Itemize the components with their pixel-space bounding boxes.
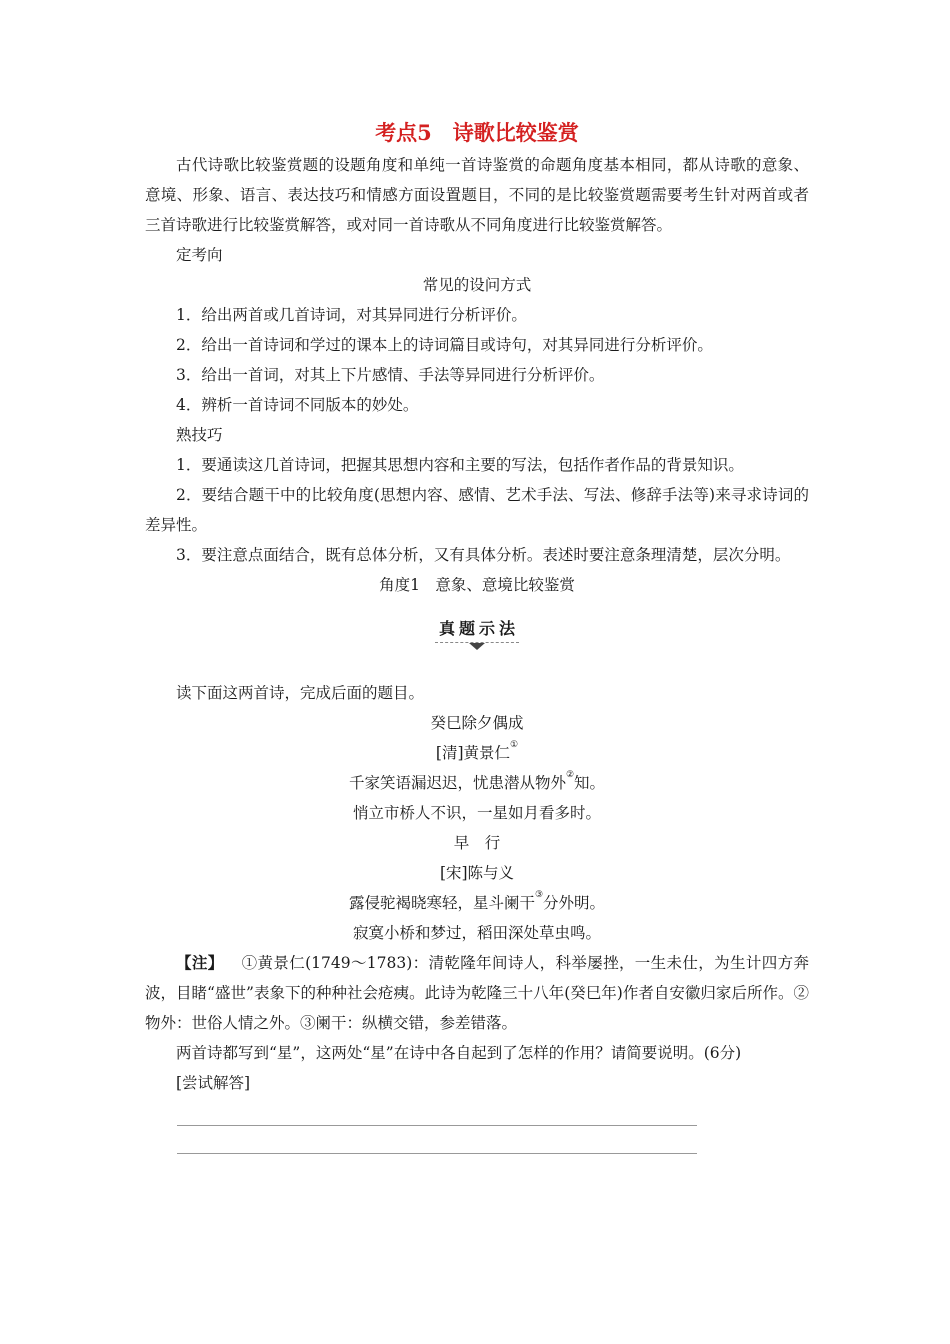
note-label: 【注】 (176, 953, 224, 972)
list-item: 3．要注意点面结合，既有总体分析，又有具体分析。表述时要注意条理清楚，层次分明。 (176, 546, 791, 564)
list-item: 1．要通读这几首诗词，把握其思想内容和主要的写法，包括作者作品的背景知识。 (176, 456, 744, 474)
list-item: 4．辨析一首诗词不同版本的妙处。 (176, 396, 419, 414)
note-text: ①黄景仁(1749～1783)：清乾隆年间诗人，科举屡挫，一生未仕，为生计四方奔波，目睹“盛世”表象下的种种社会疮痍。此诗为乾隆三十八年(癸巳年)作者自安徽归家后所作。②物外：世俗人情之外。③阑干：纵横交错，参差错落。 (145, 954, 809, 1032)
notes-paragraph (145, 948, 809, 1038)
footnote-mark: ② (565, 770, 575, 780)
answer-line[interactable] (177, 1098, 697, 1126)
instruction: 读下面这两首诗，完成后面的题目。 (176, 684, 425, 702)
list-item: 1．给出两首或几首诗词，对其异同进行分析评价。 (176, 306, 527, 324)
poem1-line: 悄立市桥人不识，一星如月看多时。 (352, 804, 601, 822)
banner-label: 真题示法 (435, 616, 519, 643)
poem2-line: 寂寞小桥和梦过，稻田深处草虫鸣。 (352, 924, 601, 942)
list-item: 2．要结合题干中的比较角度(思想内容、感情、艺术手法、写法、修辞手法等)来寻求诗词的差异性。 (145, 486, 809, 534)
poem1-author: [清]黄景仁① (435, 740, 519, 762)
poem2-author: [宋]陈与义 (439, 864, 515, 882)
poem1-line: 千家笑语漏迟迟，忧患潜从物外②知。 (348, 770, 606, 792)
poem1-title: 癸巳除夕偶成 (430, 714, 524, 732)
section-heading-skills: 熟技巧 (176, 426, 223, 444)
list-item: 3．给出一首词，对其上下片感情、手法等异同进行分析评价。 (176, 366, 605, 384)
poem2-line: 露侵驼褐晓寒轻，星斗阑干③分外明。 (348, 890, 606, 912)
exam-banner (145, 616, 809, 650)
list-item: 2．给出一首诗词和学过的课本上的诗词篇目或诗句，对其异同进行分析评价。 (176, 336, 713, 354)
section-subheading: 常见的设问方式 (422, 276, 532, 294)
angle-heading: 角度1 意象、意境比较鉴赏 (379, 576, 575, 594)
answer-label: [尝试解答] (176, 1074, 251, 1092)
question: 两首诗都写到“星”，这两处“星”在诗中各自起到了怎样的作用？请简要说明。(6分) (176, 1044, 742, 1062)
page-title: 考点5 诗歌比较鉴赏 (375, 120, 579, 145)
answer-line[interactable] (177, 1126, 697, 1154)
footnote-mark: ③ (534, 890, 544, 900)
section-heading-orientation: 定考向 (176, 246, 223, 264)
document-page (145, 118, 809, 1154)
footnote-mark: ① (510, 740, 519, 750)
banner-arrow-icon (469, 643, 485, 650)
poem2-title: 早 行 (453, 834, 501, 852)
intro-paragraph: 古代诗歌比较鉴赏题的设题角度和单纯一首诗鉴赏的命题角度基本相同，都从诗歌的意象、意境、形象、语言、表达技巧和情感方面设置题目，不同的是比较鉴赏题需要考生针对两首或者三首诗歌进行比较鉴赏解答，或对同一首诗歌从不同角度进行比较鉴赏解答。 (145, 156, 809, 234)
